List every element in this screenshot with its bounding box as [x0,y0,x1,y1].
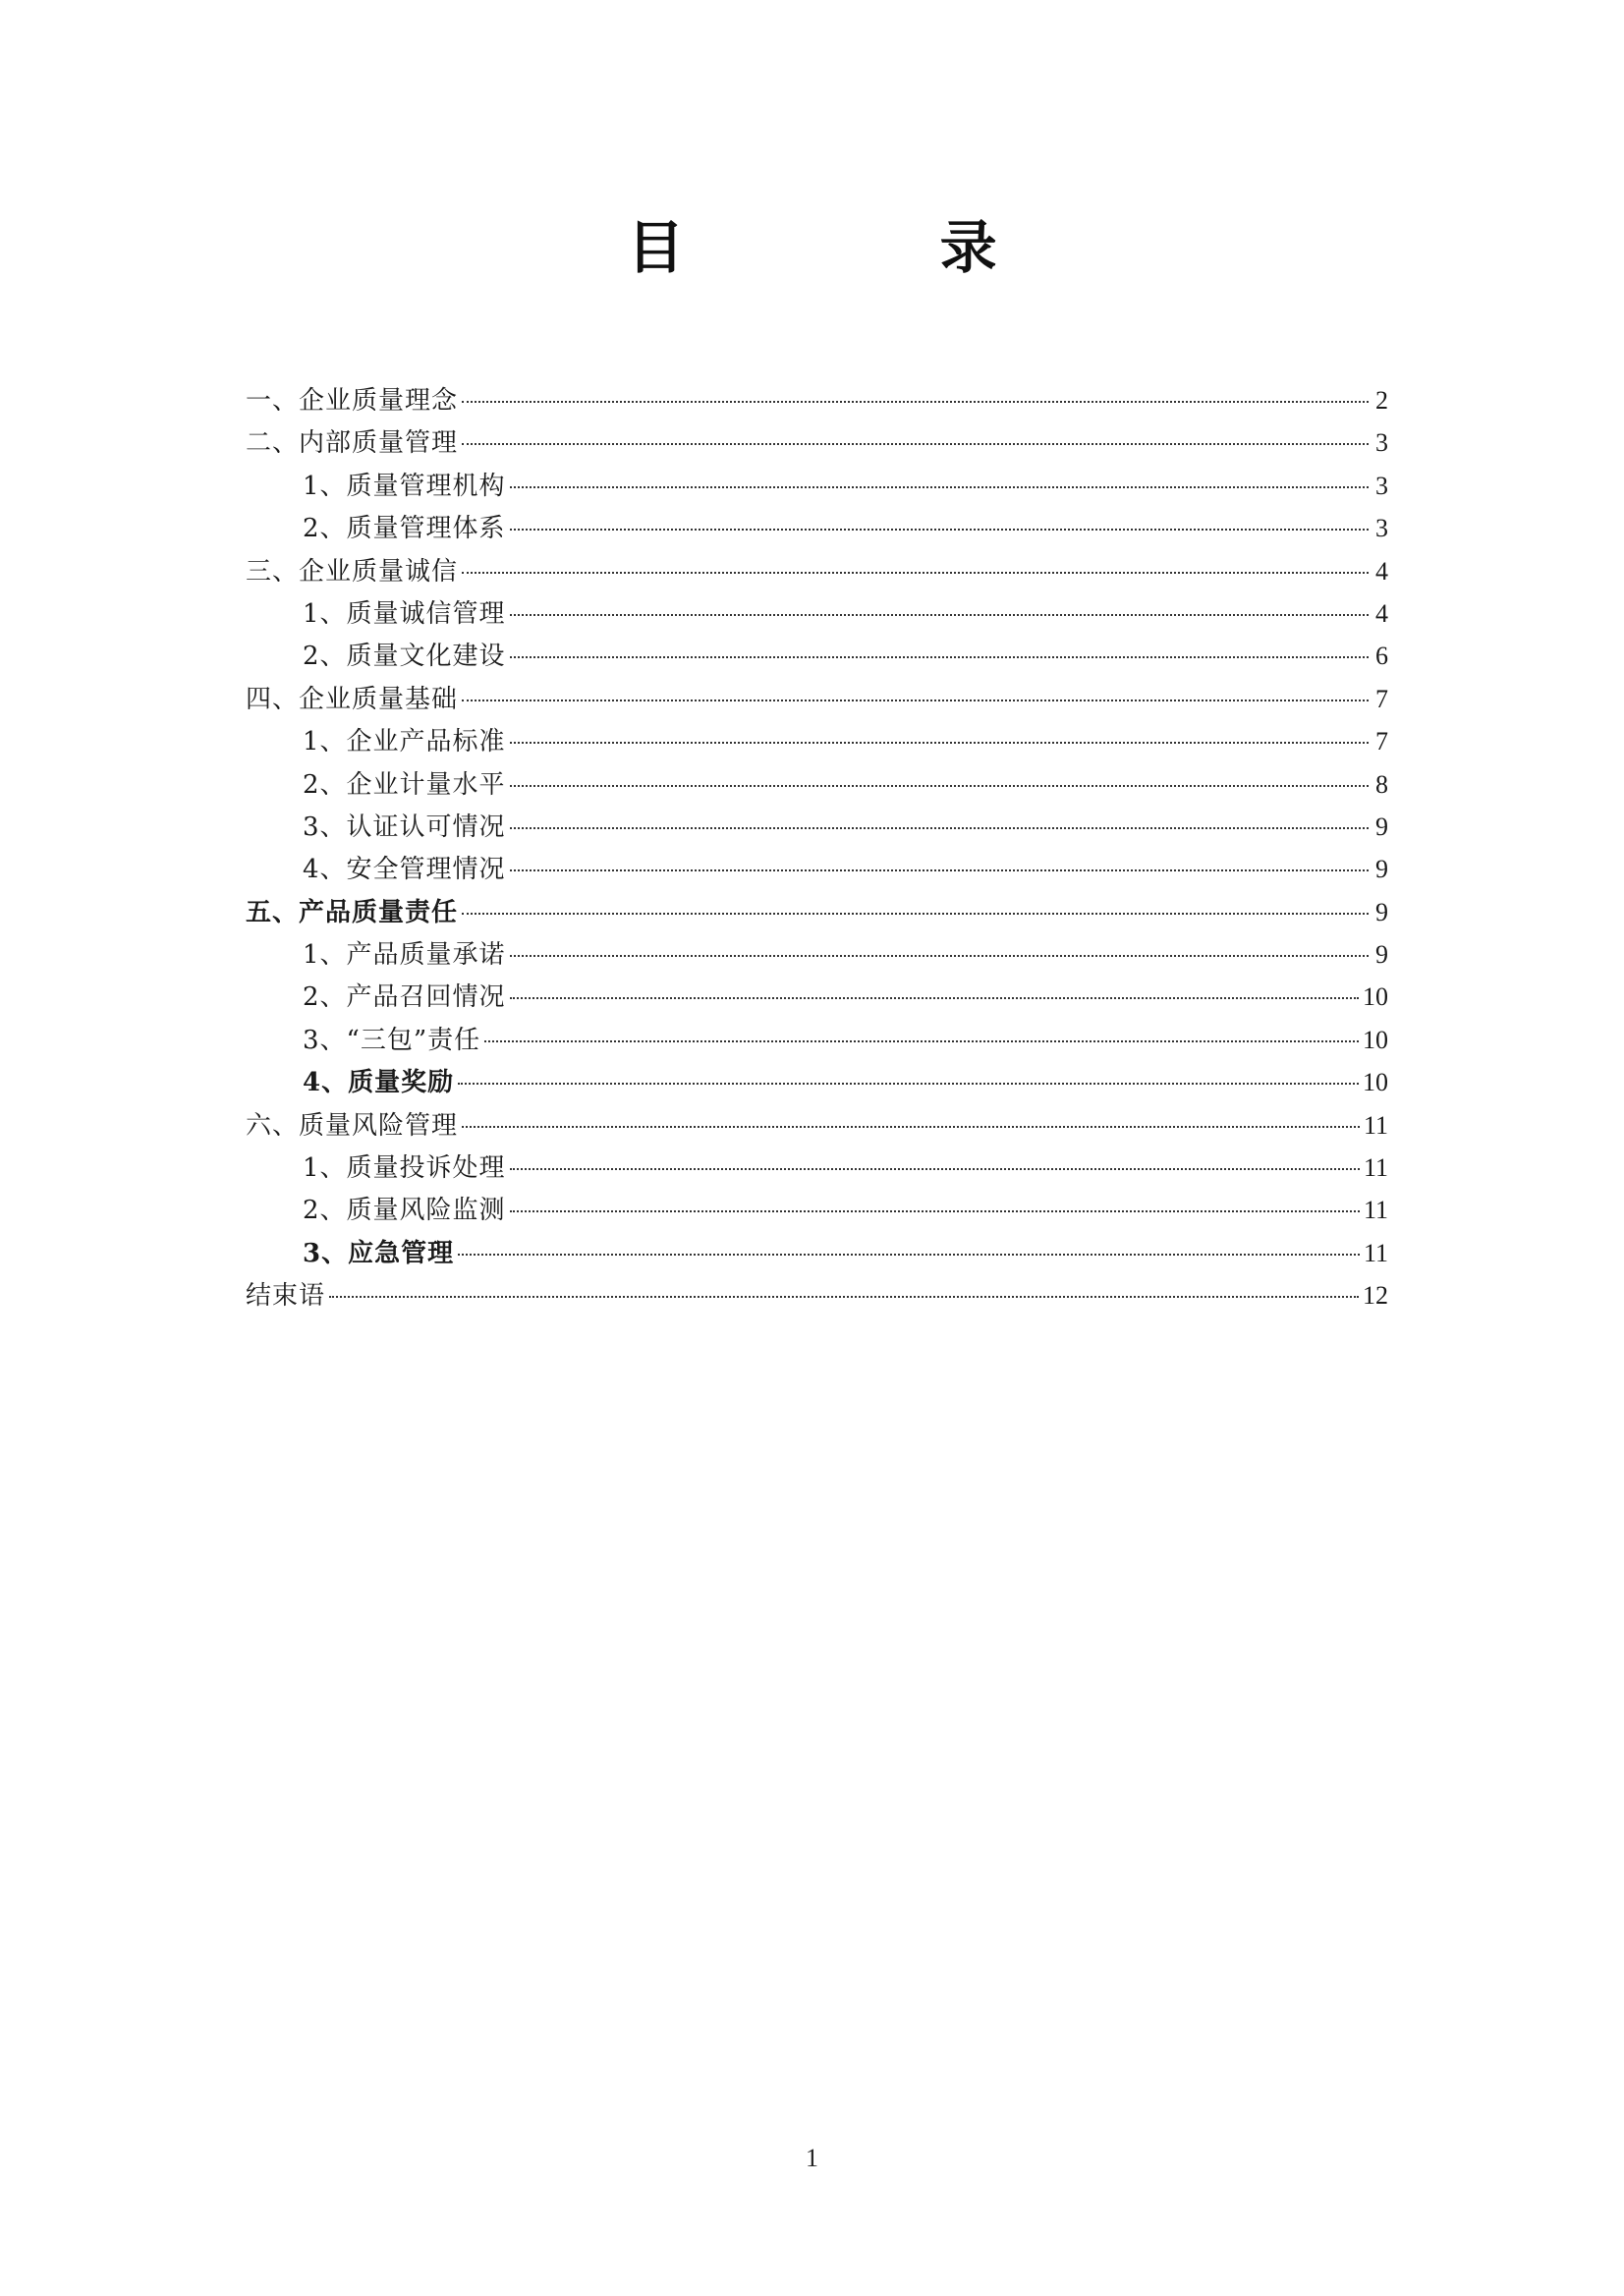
toc-entry[interactable] [246,465,1388,507]
toc-entry-page: 2 [1375,386,1388,415]
table-of-contents [246,379,1388,1317]
toc-entry-page: 11 [1363,1238,1388,1267]
toc-entry-label: 四、企业质量基础 [246,684,459,714]
toc-entry[interactable] [246,1147,1388,1189]
toc-entry-page: 10 [1363,982,1388,1012]
toc-entry-page: 11 [1363,1153,1388,1183]
page-title: 目 录 [627,214,1115,281]
toc-entry-label: 六、质量风险管理 [246,1110,459,1141]
toc-entry-page: 4 [1375,598,1388,628]
toc-entry[interactable] [246,891,1388,933]
toc-entry[interactable] [246,635,1388,677]
toc-dot-leader [462,1126,1360,1128]
toc-entry-page: 11 [1363,1110,1388,1140]
toc-dot-leader [510,529,1369,531]
toc-entry-label: 二、内部质量管理 [246,428,459,459]
toc-dot-leader [458,1254,1360,1256]
toc-dot-leader [510,1210,1360,1212]
toc-entry-label: 1、质量管理机构 [303,471,506,501]
toc-entry-page: 9 [1375,940,1388,970]
toc-dot-leader [462,700,1369,701]
toc-entry[interactable] [246,1189,1388,1231]
toc-entry-label: 五、产品质量责任 [246,897,459,927]
toc-dot-leader [510,869,1369,871]
toc-entry[interactable] [246,976,1388,1018]
toc-entry-page: 8 [1375,769,1388,799]
toc-entry[interactable] [246,806,1388,848]
toc-entry-label: 3、“三包”责任 [303,1025,481,1055]
toc-dot-leader [510,1168,1360,1170]
toc-dot-leader [510,997,1359,999]
toc-entry-page: 6 [1375,642,1388,671]
toc-entry-label: 2、质量文化建设 [303,642,506,672]
toc-entry-label: 2、企业计量水平 [303,769,506,800]
toc-entry-page: 3 [1375,471,1388,500]
toc-dot-leader [510,955,1369,957]
toc-dot-leader [510,742,1369,744]
toc-entry[interactable] [246,507,1388,549]
toc-entry-label: 2、质量风险监测 [303,1196,506,1226]
toc-entry[interactable] [246,550,1388,592]
toc-entry[interactable] [246,1274,1388,1316]
toc-entry[interactable] [246,1104,1388,1147]
toc-dot-leader [484,1040,1359,1042]
toc-entry[interactable] [246,720,1388,762]
toc-entry[interactable] [246,933,1388,976]
toc-entry-label: 4、安全管理情况 [303,855,506,885]
toc-entry-label: 2、质量管理体系 [303,514,506,544]
toc-dot-leader [462,401,1369,403]
toc-dot-leader [462,443,1369,445]
toc-entry-page: 11 [1363,1196,1388,1225]
toc-entry-label: 1、企业产品标准 [303,727,506,757]
toc-dot-leader [510,785,1369,787]
toc-dot-leader [510,656,1369,658]
toc-entry-label: 三、企业质量诚信 [246,556,459,587]
toc-entry-page: 4 [1375,556,1388,586]
toc-entry[interactable] [246,379,1388,421]
toc-entry-page: 3 [1375,428,1388,458]
toc-entry-label: 2、产品召回情况 [303,982,506,1013]
toc-dot-leader [462,913,1369,915]
toc-entry-label: 1、质量投诉处理 [303,1153,506,1184]
toc-entry-label: 1、质量诚信管理 [303,598,506,629]
toc-entry-label: 3、应急管理 [303,1238,455,1268]
toc-dot-leader [458,1083,1359,1085]
toc-entry-page: 3 [1375,514,1388,543]
toc-entry-page: 7 [1375,727,1388,756]
toc-entry-label: 1、产品质量承诺 [303,940,506,971]
toc-dot-leader [510,614,1369,616]
toc-entry[interactable] [246,848,1388,890]
toc-entry-page: 10 [1363,1025,1388,1054]
toc-entry[interactable] [246,678,1388,720]
toc-entry-page: 12 [1363,1281,1388,1311]
toc-entry-label: 结束语 [246,1281,326,1312]
toc-entry-page: 10 [1363,1068,1388,1097]
toc-entry-label: 4、质量奖励 [303,1068,455,1098]
toc-entry-label: 一、企业质量理念 [246,386,459,416]
page-number: 1 [806,2144,818,2172]
toc-entry[interactable] [246,592,1388,635]
toc-entry-label: 3、认证认可情况 [303,812,506,842]
toc-entry[interactable] [246,763,1388,806]
toc-dot-leader [462,572,1369,574]
toc-entry[interactable] [246,1019,1388,1061]
toc-entry-page: 7 [1375,684,1388,713]
toc-entry[interactable] [246,1061,1388,1103]
toc-entry-page: 9 [1375,855,1388,884]
toc-dot-leader [510,486,1369,488]
toc-entry-page: 9 [1375,812,1388,841]
toc-dot-leader [329,1296,1359,1298]
toc-entry[interactable] [246,421,1388,464]
toc-dot-leader [510,827,1369,829]
toc-entry-page: 9 [1375,897,1388,926]
toc-entry[interactable] [246,1232,1388,1274]
